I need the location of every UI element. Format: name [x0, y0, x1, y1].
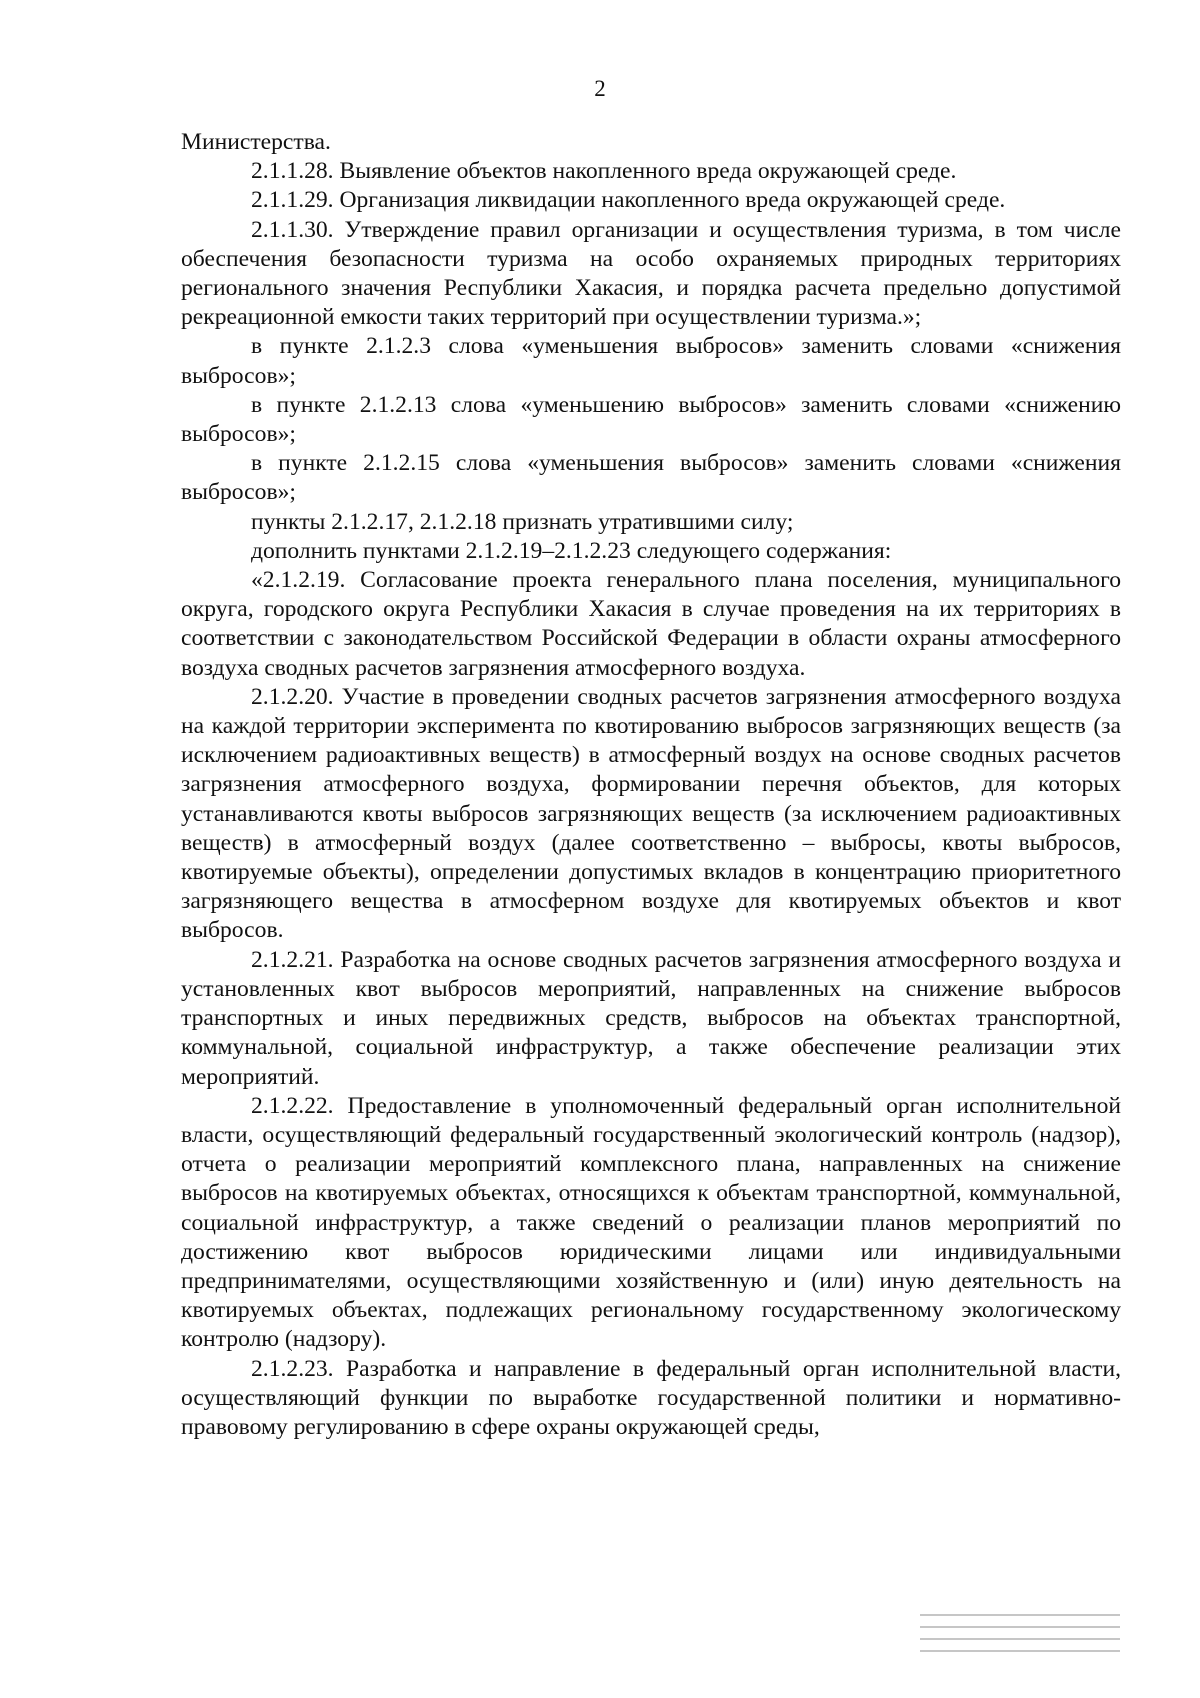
paragraph: 2.1.2.21. Разработка на основе сводных расчетов загрязнения атмосферного воздуха и установленных квот выбросов мероприятий, направленных на снижение выбросов транспортных и иных передвижных средств, выбросов на объектах транспортной, коммунальной, социальной инфраструктур, а также обеспечение реализации этих мероприятий.: [181, 946, 1121, 1090]
paragraph: 2.1.1.29. Организация ликвидации накопленного вреда окружающей среде.: [251, 187, 1006, 214]
paragraph: в пункте 2.1.2.3 слова «уменьшения выбросов» заменить словами «снижения выбросов»;: [181, 333, 1121, 389]
page-number: 2: [594, 76, 606, 101]
paragraph: 2.1.2.20. Участие в проведении сводных расчетов загрязнения атмосферного воздуха на каждой территории эксперимента по квотированию выбросов загрязняющих веществ (за исключением радиоактивных веществ) в атмосферный воздух на основе сводных расчетов загрязнения атмосферного воздуха, формировании перечня объектов, для которых устанавливаются квоты выбросов загрязняющих веществ (за исключением радиоактивных веществ) в атмосферный воздух (далее соответственно – выбросы, квоты выбросов, квотируемые объекты), определении допустимых вкладов в концентрацию приоритетного загрязняющего вещества в атмосферном воздухе для квотируемых объектов и квот выбросов.: [181, 683, 1121, 944]
paragraph: 2.1.1.30. Утверждение правил организации и осуществления туризма, в том числе обеспечения безопасности туризма на особо охраняемых природных территориях регионального значения Республики Хакасия, и порядка расчета предельно допустимой рекреационной емкости таких территорий при осуществлении туризма.»;: [181, 216, 1121, 331]
paragraph: 2.1.1.28. Выявление объектов накопленного вреда окружающей среде.: [251, 158, 957, 185]
paragraph: 2.1.2.23. Разработка и направление в федеральный орган исполнительной власти, осуществляющий функции по выработке государственной политики и нормативно-правовому регулированию в сфере охраны окружающей среды,: [181, 1355, 1121, 1440]
faint-stamp-mark: [920, 1604, 1120, 1676]
paragraph: в пункте 2.1.2.13 слова «уменьшению выбросов» заменить словами «снижению выбросов»;: [181, 391, 1121, 448]
paragraph: 2.1.2.22. Предоставление в уполномоченный федеральный орган исполнительной власти, осуществляющий федеральный государственный экологический контроль (надзор), отчета о реализации мероприятий комплексного плана, направленных на снижение выбросов на квотируемых объектах, относящихся к объектам транспортной, коммунальной, социальной инфраструктур, а также сведений о реализации планов мероприятий по достижению квот выбросов юридическими лицами или индивидуальными предпринимателями, осуществляющими хозяйственную и (или) иную деятельность на квотируемых объектах, подлежащих региональному государственному экологическому контролю (надзору).: [181, 1092, 1121, 1353]
document-body: [181, 128, 1121, 1442]
paragraph: пункты 2.1.2.17, 2.1.2.18 признать утратившими силу;: [251, 508, 794, 535]
paragraph: Министерства.: [181, 129, 331, 155]
paragraph: дополнить пунктами 2.1.2.19–2.1.2.23 следующего содержания:: [251, 537, 892, 564]
paragraph: в пункте 2.1.2.15 слова «уменьшения выбросов» заменить словами «снижения выбросов»;: [181, 450, 1121, 506]
paragraph: «2.1.2.19. Согласование проекта генерального плана поселения, муниципального округа, городского округа Республики Хакасия в случае проведения на их территориях в соответствии с законодательством Российской Федерации в области охраны атмосферного воздуха сводных расчетов загрязнения атмосферного воздуха.: [181, 567, 1121, 681]
